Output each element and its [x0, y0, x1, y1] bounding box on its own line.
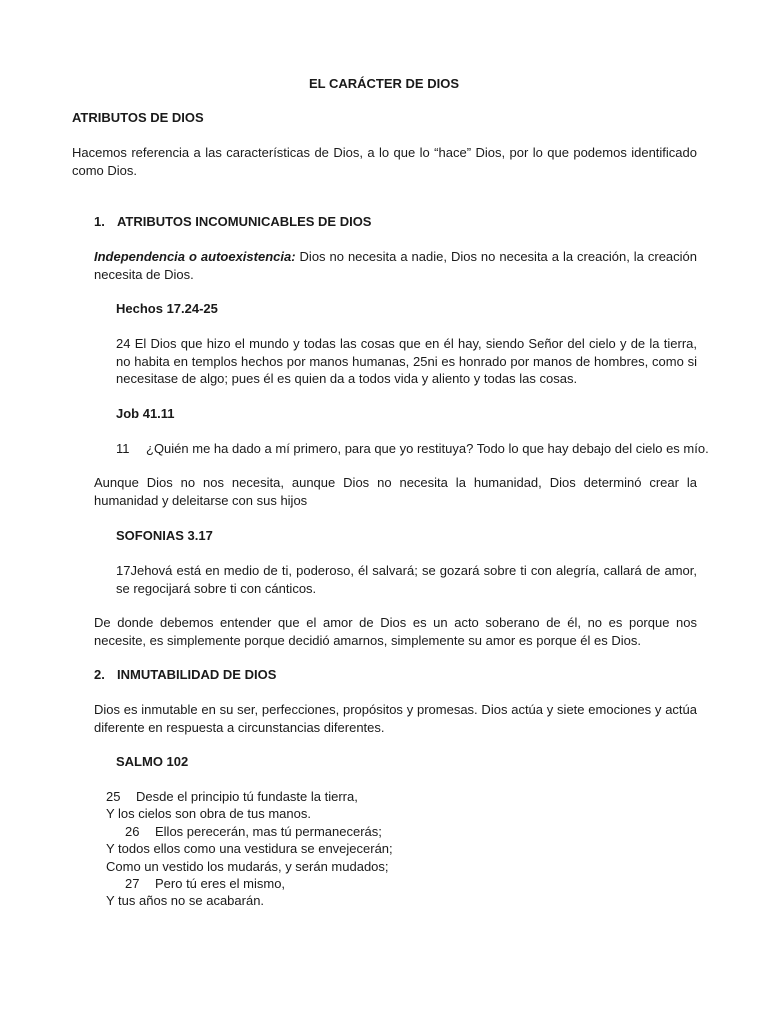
salmo-line: Y los cielos son obra de tus manos.: [106, 806, 311, 821]
ref-hechos: Hechos 17.24-25: [116, 301, 218, 316]
ref-job: Job 41.11: [116, 406, 175, 421]
salmo-line-text: Desde el principio tú fundaste la tierra,: [136, 789, 358, 804]
section-2-heading: [94, 666, 276, 684]
sofonias-verse: 17Jehová está en medio de ti, poderoso, él salvará; se gozará sobre ti con alegría, callará de amor, se regocijará sobre ti con cánticos.: [116, 563, 697, 596]
heading-atributos: ATRIBUTOS DE DIOS: [72, 110, 204, 125]
salmo-line: [125, 823, 382, 841]
salmo-verse-number: 26: [125, 824, 140, 839]
salmo-line: [125, 875, 285, 893]
section-2-number: 2.: [94, 667, 105, 682]
document-title: EL CARÁCTER DE DIOS: [309, 76, 459, 91]
salmo-line: Como un vestido los mudarás, y serán mudados;: [106, 859, 389, 874]
independencia-term: Independencia o autoexistencia:: [94, 249, 296, 264]
section-1-heading: [94, 213, 371, 231]
salmo-line: Y todos ellos como una vestidura se envejecerán;: [106, 841, 393, 856]
inmutable-paragraph: Dios es inmutable en su ser, perfecciones, propósitos y promesas. Dios actúa y siete emociones y actúa diferente en respuesta a circunstancias diferentes.: [94, 702, 697, 735]
salmo-line-text: Ellos perecerán, mas tú permanecerás;: [155, 824, 382, 839]
salmo-line: Y tus años no se acabarán.: [106, 893, 265, 908]
section-1-number: 1.: [94, 214, 105, 229]
intro-paragraph: Hacemos referencia a las características de Dios, a lo que lo “hace” Dios, por lo que podemos identificado como Dios.: [72, 145, 697, 178]
job-verse: [116, 440, 709, 458]
ref-salmo: SALMO 102: [116, 754, 189, 769]
ref-sofonias: SOFONIAS 3.17: [116, 528, 213, 543]
salmo-verse-number: 27: [125, 876, 140, 891]
independencia-text: Dios no necesita a nadie, Dios no necesita a la creación, la creación necesita de Dios.: [94, 249, 698, 282]
aunque-paragraph: Aunque Dios no nos necesita, aunque Dios no necesita la humanidad, Dios determinó crear la humanidad y deleitarse con sus hijos: [94, 475, 697, 508]
salmo-line-text: Pero tú eres el mismo,: [155, 876, 286, 891]
hechos-verse: 24 El Dios que hizo el mundo y todas las cosas que en él hay, siendo Señor del cielo y de la tierra, no habita en templos hechos por manos humanas, 25ni es honrado por manos de hombres, como si necesitase de algo; pues él es quien da a todos vida y aliento y todas las cosas.: [116, 336, 697, 386]
job-verse-text: ¿Quién me ha dado a mí primero, para que yo restituya? Todo lo que hay debajo del cielo es mío.: [146, 441, 709, 456]
job-verse-number: 11: [116, 441, 130, 456]
independencia-paragraph: [94, 248, 697, 283]
dedonde-paragraph: De donde debemos entender que el amor de Dios es un acto soberano de él, no es porque nos necesite, es simplemente porque decidió amarnos, simplemente su amor es porque él es Dios.: [94, 615, 697, 648]
salmo-verse-number: 25: [106, 789, 121, 804]
section-1-title: ATRIBUTOS INCOMUNICABLES DE DIOS: [117, 214, 372, 229]
section-2-title: INMUTABILIDAD DE DIOS: [117, 667, 277, 682]
salmo-line: [106, 788, 358, 806]
